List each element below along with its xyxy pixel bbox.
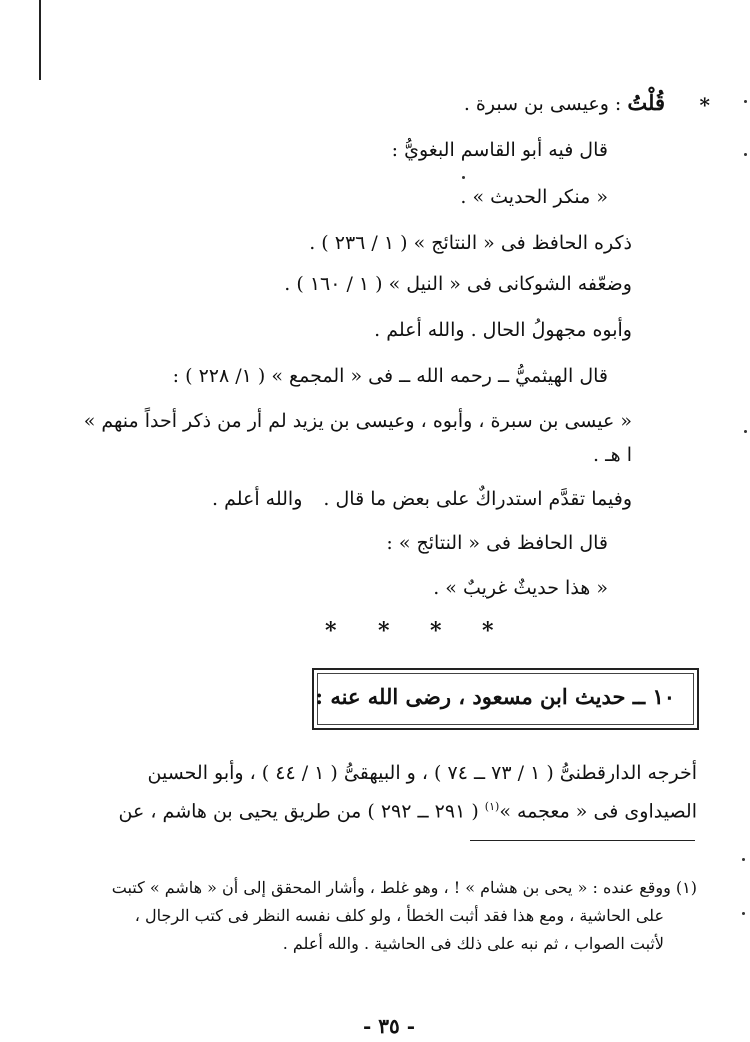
footnote-marker: (١) [675,878,697,897]
scan-speck [462,176,465,179]
body-line-1: أخرجه الدارقطنىُّ ( ١ / ٧٣ ــ ٧٤ ) ، و البيهقىُّ ( ١ / ٤٤ ) ، وأبو الحسين [147,762,697,784]
body-line-2-end: ( ٢٩١ ــ ٢٩٢ ) من طريق يحيى بن هاشم ، عن [118,800,479,823]
text-line-6: وأبوه مجهولُ الحال . والله أعلم . [374,319,632,341]
footnote-text-1: ووقع عنده : « يحى بن هشام » ! ، وهو غلط ، وأشار المحقق إلى أن « هاشم » كتبت [111,878,671,897]
text-line-2: قال فيه أبو القاسم البغويُّ : [391,139,608,161]
hadith-heading-box [312,668,699,730]
text-line-1 [464,90,665,117]
body-line-2 [119,794,697,824]
text-line-11: قال الحافظ فى « النتائج » : [386,532,608,554]
footnote-divider [470,840,695,841]
text-line-10b: والله أعلم . [212,488,303,510]
scan-speck [744,153,747,156]
separator-star: * [482,618,494,644]
footnote-line-3: لأثبت الصواب ، ثم نبه على ذلك فى الحاشية . والله أعلم . [282,934,664,953]
text-line-4: ذكره الحافظ فى « النتائج » ( ١ / ٢٣٦ ) . [309,232,632,254]
bullet-star: * [699,93,710,117]
scan-speck [744,100,747,103]
text-line-7: قال الهيثميُّ ــ رحمه الله ــ فى « المجمع » ( ١/ ٢٢٨ ) : [172,365,608,387]
hadith-heading: ١٠ ــ حديث ابن مسعود ، رضى الله عنه : [315,684,675,709]
footnote-reference: (١) [484,800,500,813]
left-margin-rule [39,0,41,80]
separator-star: * [430,618,442,644]
separator-star: * [325,618,337,644]
separator-star: * [378,618,390,644]
text-line-12: « هذا حديثٌ غريبٌ » . [433,577,608,599]
qultu-label: قُلْتُ [627,90,665,115]
body-line-2-start: الصيداوى فى « معجمه » [499,800,697,823]
section-separator [0,618,750,642]
text-line-3: « منكر الحديث » . [460,186,608,208]
text-line-9: ا هـ . [593,444,632,466]
footnote-line-2: على الحاشية ، ومع هذا فقد أثبت الخطأ ، ولو كلف نفسه النظر فى كتب الرجال ، [134,906,664,925]
scan-speck [744,430,747,433]
scan-speck [742,858,745,861]
text-line-10a: وفيما تقدَّم استدراكٌ على بعض ما قال . [323,488,632,510]
page-number: - ٣٥ - [363,1014,416,1038]
text-line-8: « عيسى بن سبرة ، وأبوه ، وعيسى بن يزيد لم أر من ذكر أحداً منهم » [83,410,632,432]
text-line-5: وضعّفه الشوكانى فى « النيل » ( ١ / ١٦٠ ) . [284,273,632,295]
line-1-rest: : وعيسى بن سبرة . [463,93,622,115]
footnote-line-1 [112,876,697,900]
scan-speck [742,912,745,915]
